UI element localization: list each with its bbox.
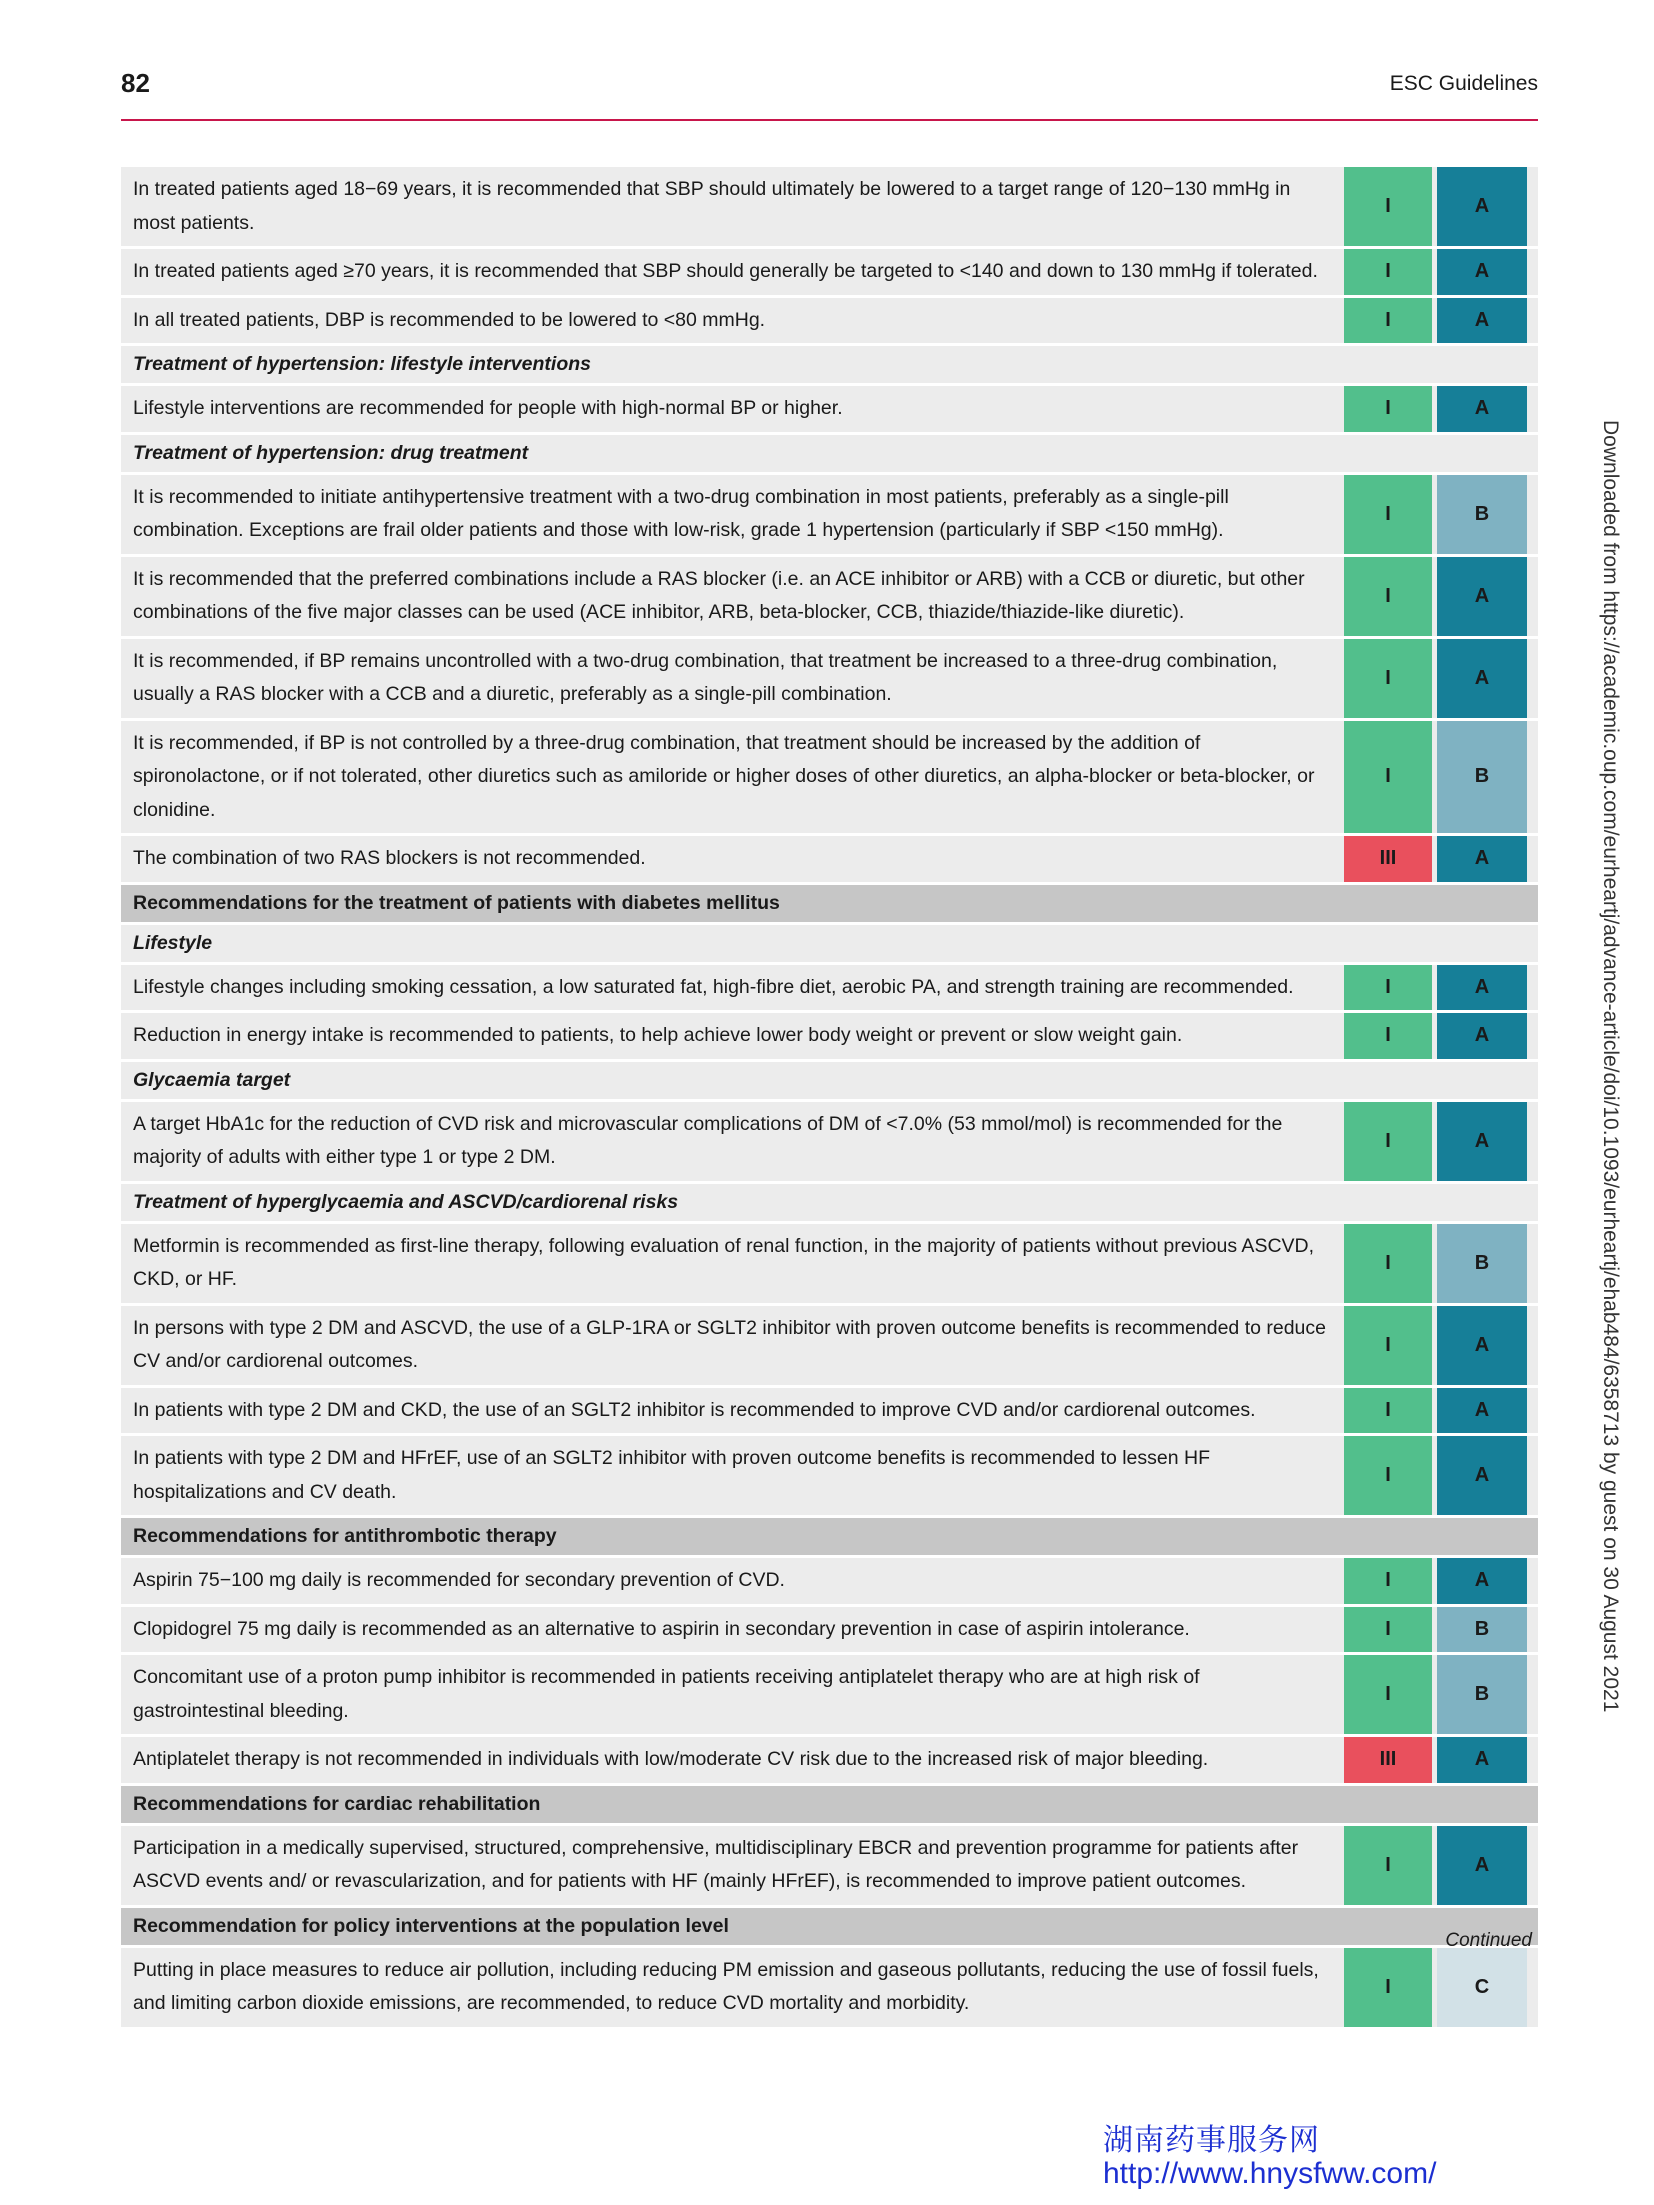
watermark-url[interactable]: http://www.hnysfww.com/ xyxy=(1103,2157,1437,2190)
class-badge: III xyxy=(1344,836,1432,882)
recommendation-text: A target HbA1c for the reduction of CVD risk and microvascular complications of DM of <7.0% (53 mmol/mol) is recommended for the majority of adults with either type 1 or type 2 DM. xyxy=(133,1112,1283,1168)
recommendation-row xyxy=(121,1102,1538,1181)
recommendation-row xyxy=(121,249,1538,295)
watermark-chinese: 湖南药事服务网 xyxy=(1103,2124,1320,2157)
level-badge: A xyxy=(1437,1558,1527,1604)
recommendation-text: Lifestyle interventions are recommended for people with high-normal BP or higher. xyxy=(133,397,843,419)
recommendation-row xyxy=(121,1948,1538,2027)
header-rule xyxy=(121,119,1538,121)
recommendation-text: In patients with type 2 DM and HFrEF, use of an SGLT2 inhibitor with proven outcome benefits is recommended to lessen HF hospitalizations and CV death. xyxy=(133,1447,1210,1503)
subheading: Treatment of hypertension: drug treatment xyxy=(133,441,529,464)
subheading-row xyxy=(121,925,1538,962)
recommendation-row xyxy=(121,1388,1538,1434)
level-badge: A xyxy=(1437,386,1527,432)
recommendation-text: It is recommended, if BP remains uncontrolled with a two-drug combination, that treatment be increased to a three-drug combination, usually a RAS blocker with a CCB and a diuretic, preferably as a single-pill combination. xyxy=(133,649,1278,705)
subheading: Lifestyle xyxy=(133,931,213,954)
class-badge: I xyxy=(1344,475,1432,554)
level-badge: B xyxy=(1437,475,1527,554)
class-badge: I xyxy=(1344,1013,1432,1059)
level-badge: A xyxy=(1437,298,1527,344)
class-badge: I xyxy=(1344,386,1432,432)
recommendation-row xyxy=(121,1737,1538,1783)
level-badge: A xyxy=(1437,167,1527,246)
recommendation-text: Reduction in energy intake is recommended to patients, to help achieve lower body weight or prevent or slow weight gain. xyxy=(133,1024,1183,1046)
level-badge: A xyxy=(1437,1102,1527,1181)
subheading-row xyxy=(121,435,1538,472)
class-badge: III xyxy=(1344,1737,1432,1783)
level-badge: A xyxy=(1437,965,1527,1011)
class-badge: I xyxy=(1344,721,1432,834)
class-badge: I xyxy=(1344,1224,1432,1303)
level-badge: C xyxy=(1437,1948,1527,2027)
section-heading: Recommendations for the treatment of patients with diabetes mellitus xyxy=(133,891,780,914)
subheading: Treatment of hyperglycaemia and ASCVD/cardiorenal risks xyxy=(133,1190,679,1213)
recommendation-text: It is recommended that the preferred combinations include a RAS blocker (i.e. an ACE inhibitor or ARB) with a CCB or diuretic, but other combinations of the five major classes can be used (ACE inhibitor, ARB, beta-blocker, CCB, thiazide/thiazide-like diuretic). xyxy=(133,567,1305,623)
class-badge: I xyxy=(1344,1948,1432,2027)
class-badge: I xyxy=(1344,639,1432,718)
section-heading-row xyxy=(121,1518,1538,1555)
recommendation-row xyxy=(121,1013,1538,1059)
recommendation-row xyxy=(121,475,1538,554)
recommendation-text: Clopidogrel 75 mg daily is recommended as an alternative to aspirin in secondary prevention in case of aspirin intolerance. xyxy=(133,1617,1190,1640)
recommendation-text: Putting in place measures to reduce air pollution, including reducing PM emission and gaseous pollutants, reducing the use of fossil fuels, and limiting carbon dioxide emissions, are recommended, to reduce CVD mortality and morbidity. xyxy=(133,1958,1319,2014)
section-heading: Recommendation for policy interventions at the population level xyxy=(133,1914,729,1937)
subheading-row xyxy=(121,1062,1538,1099)
section-heading: Recommendations for antithrombotic therapy xyxy=(133,1525,557,1547)
class-badge: I xyxy=(1344,557,1432,636)
level-badge: B xyxy=(1437,721,1527,834)
level-badge: A xyxy=(1437,249,1527,295)
recommendation-row xyxy=(121,639,1538,718)
level-badge: A xyxy=(1437,1436,1527,1515)
class-badge: I xyxy=(1344,1436,1432,1515)
recommendation-text: Aspirin 75−100 mg daily is recommended for secondary prevention of CVD. xyxy=(133,1569,785,1591)
recommendation-text: In all treated patients, DBP is recommended to be lowered to <80 mmHg. xyxy=(133,308,766,331)
recommendation-row xyxy=(121,167,1538,246)
section-heading: Recommendations for cardiac rehabilitation xyxy=(133,1792,541,1815)
recommendation-text: It is recommended, if BP is not controlled by a three-drug combination, that treatment should be increased by the addition of spironolactone, or if not tolerated, other diuretics such as amiloride or higher doses of other diuretics, an alpha-blocker or beta-blocker, or clonidine. xyxy=(133,731,1315,821)
level-badge: A xyxy=(1437,1306,1527,1385)
subheading: Treatment of hypertension: lifestyle interventions xyxy=(133,353,591,375)
recommendation-row xyxy=(121,1306,1538,1385)
recommendation-row xyxy=(121,1224,1538,1303)
continued-label: Continued xyxy=(1445,1930,1532,1951)
recommendation-row xyxy=(121,1558,1538,1604)
recommendation-text: Lifestyle changes including smoking cessation, a low saturated fat, high-fibre diet, aerobic PA, and strength training are recommended. xyxy=(133,975,1294,998)
recommendation-row xyxy=(121,1655,1538,1734)
recommendation-row xyxy=(121,386,1538,432)
recommendation-text: In treated patients aged ≥70 years, it is recommended that SBP should generally be targeted to <140 and down to 130 mmHg if tolerated. xyxy=(133,260,1318,282)
level-badge: A xyxy=(1437,639,1527,718)
recommendation-text: Metformin is recommended as first-line therapy, following evaluation of renal function, in the majority of patients without previous ASCVD, CKD, or HF. xyxy=(133,1234,1315,1290)
recommendation-row xyxy=(121,836,1538,882)
class-badge: I xyxy=(1344,249,1432,295)
recommendation-text: The combination of two RAS blockers is not recommended. xyxy=(133,847,646,869)
recommendation-text: Antiplatelet therapy is not recommended in individuals with low/moderate CV risk due to the increased risk of major bleeding. xyxy=(133,1748,1209,1770)
recommendation-row xyxy=(121,721,1538,834)
level-badge: A xyxy=(1437,836,1527,882)
recommendation-row xyxy=(121,1607,1538,1653)
class-badge: I xyxy=(1344,965,1432,1011)
recommendation-text: In treated patients aged 18−69 years, it is recommended that SBP should ultimately be lowered to a target range of 120−130 mmHg in most patients. xyxy=(133,178,1291,234)
class-badge: I xyxy=(1344,1607,1432,1653)
level-badge: A xyxy=(1437,557,1527,636)
running-head: ESC Guidelines xyxy=(1389,72,1538,95)
section-heading-row xyxy=(121,885,1538,922)
recommendation-row xyxy=(121,1436,1538,1515)
level-badge: A xyxy=(1437,1388,1527,1434)
subheading-row xyxy=(121,346,1538,383)
section-heading-row xyxy=(121,1786,1538,1823)
class-badge: I xyxy=(1344,167,1432,246)
recommendation-text: Concomitant use of a proton pump inhibitor is recommended in patients receiving antiplatelet therapy who are at high risk of gastrointestinal bleeding. xyxy=(133,1666,1200,1722)
recommendation-row xyxy=(121,965,1538,1011)
section-heading-row xyxy=(121,1908,1538,1945)
level-badge: A xyxy=(1437,1013,1527,1059)
class-badge: I xyxy=(1344,1388,1432,1434)
recommendation-text: In patients with type 2 DM and CKD, the use of an SGLT2 inhibitor is recommended to improve CVD and/or cardiorenal outcomes. xyxy=(133,1398,1256,1421)
download-note: Downloaded from https://academic.oup.com/eurheartj/advance-article/doi/10.1093/eurheartj/ehab484/6358713 by guest on 30 August 2021 xyxy=(1599,420,1622,1713)
level-badge: B xyxy=(1437,1224,1527,1303)
class-badge: I xyxy=(1344,298,1432,344)
recommendations-table xyxy=(121,167,1538,2030)
level-badge: B xyxy=(1437,1655,1527,1734)
level-badge: B xyxy=(1437,1607,1527,1653)
class-badge: I xyxy=(1344,1826,1432,1905)
class-badge: I xyxy=(1344,1655,1432,1734)
recommendation-row xyxy=(121,298,1538,344)
subheading: Glycaemia target xyxy=(133,1068,291,1091)
recommendation-text: Participation in a medically supervised, structured, comprehensive, multidisciplinary EBCR and prevention programme for patients after ASCVD events and/ or revascularization, and for patients with HF (mainly HFrEF), is recommended to improve patient outcomes. xyxy=(133,1836,1299,1892)
class-badge: I xyxy=(1344,1306,1432,1385)
recommendation-row xyxy=(121,1826,1538,1905)
subheading-row xyxy=(121,1184,1538,1221)
recommendation-row xyxy=(121,557,1538,636)
recommendation-text: It is recommended to initiate antihypertensive treatment with a two-drug combination in most patients, preferably as a single-pill combination. Exceptions are frail older patients and those with low-risk, grade 1 hypertension (particularly if SBP <150 mmHg). xyxy=(133,485,1229,541)
page-number: 82 xyxy=(121,68,150,98)
class-badge: I xyxy=(1344,1558,1432,1604)
class-badge: I xyxy=(1344,1102,1432,1181)
level-badge: A xyxy=(1437,1826,1527,1905)
level-badge: A xyxy=(1437,1737,1527,1783)
recommendation-text: In persons with type 2 DM and ASCVD, the use of a GLP-1RA or SGLT2 inhibitor with proven outcome benefits is recommended to reduce CV and/or cardiorenal outcomes. xyxy=(133,1316,1326,1372)
